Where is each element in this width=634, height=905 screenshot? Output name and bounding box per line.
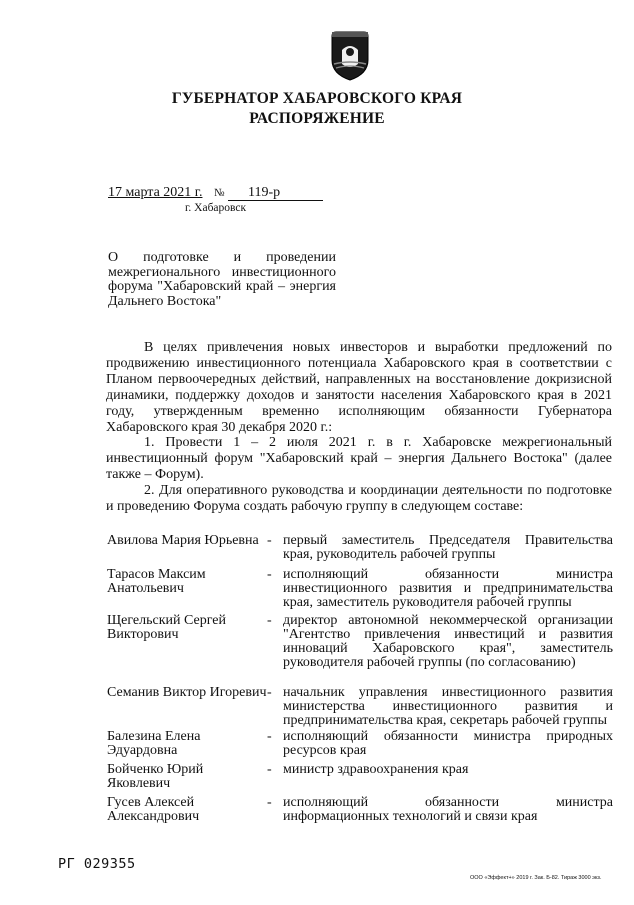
member-dash: - [267, 729, 272, 744]
member-name: Семанив Виктор Игоревич [107, 685, 267, 700]
intro-paragraph: В целях привлечения новых инвесторов и выработки предложений по продвижению инвестиционного потенциала Хабаровского края в соответствии с Планом первоочередных действий, направленных на восстановление докризисной динамики, поддержку доходов и занятости населения Хабаровского края в 2021 году, утвержденным временно исполняющим обязанности Губернатора Хабаровского края 30 декабря 2020 г.: [106, 340, 612, 435]
member-role: министр здравоохранения края [283, 762, 469, 777]
number-label: № [213, 187, 225, 199]
member-role: первый заместитель Председателя Правительства края, руководитель рабочей группы [283, 533, 613, 562]
document-date: 17 марта 2021 г. [108, 185, 203, 200]
date-number-line [108, 185, 323, 201]
member-dash: - [267, 762, 272, 777]
member-dash: - [267, 567, 272, 582]
printer-imprint: ООО «Эффект+» 2019 г. Зак. Б-82. Тираж 3000 экз. [470, 875, 602, 881]
form-serial-number: РГ 029355 [58, 856, 136, 872]
member-dash: - [267, 533, 272, 548]
member-dash: - [267, 795, 272, 810]
member-name: Бойченко Юрий Яковлевич [107, 762, 204, 791]
coat-of-arms-icon [328, 30, 372, 82]
member-role: директор автономной некоммерческой организации "Агентство привлечения инвестиций и развития инноваций Хабаровского края", заместитель руководителя рабочей группы (по согласованию) [283, 613, 613, 670]
document-body [106, 340, 612, 515]
member-name: Авилова Мария Юрьевна [107, 533, 259, 548]
member-row [107, 568, 613, 614]
document-city: г. Хабаровск [185, 202, 247, 214]
member-dash: - [267, 685, 272, 700]
document-type: РАСПОРЯЖЕНИЕ [249, 110, 385, 127]
member-role: исполняющий обязанности министра информационных технологий и связи края [283, 795, 613, 824]
item-1-paragraph: 1. Провести 1 – 2 июля 2021 г. в г. Хабаровске межрегиональный инвестиционный форум "Хабаровский край – энергия Дальнего Востока" (далее также – Форум). [106, 435, 612, 483]
member-name: Балезина Елена Эдуардовна [107, 729, 201, 758]
member-row [107, 614, 613, 686]
member-role: исполняющий обязанности министра инвестиционного развития и предпринимательства края, заместитель руководителя рабочей группы [283, 567, 613, 610]
member-name: Тарасов Максим Анатольевич [107, 567, 206, 596]
member-row [107, 686, 613, 730]
document-number: 119-р [228, 186, 323, 201]
member-row [107, 763, 613, 796]
member-role: исполняющий обязанности министра природных ресурсов края [283, 729, 613, 758]
member-role: начальник управления инвестиционного развития министерства инвестиционного развития и предпринимательства края, секретарь рабочей группы [283, 685, 613, 728]
member-row [107, 730, 613, 763]
member-name: Щегельский Сергей Викторович [107, 613, 226, 642]
document-subject: О подготовке и проведении межрегионального инвестиционного форума "Хабаровский край – энергия Дальнего Востока" [108, 250, 336, 309]
member-row [107, 796, 613, 828]
member-name: Гусев Алексей Александрович [107, 795, 200, 824]
working-group-list [107, 534, 613, 828]
member-dash: - [267, 613, 272, 628]
item-2-paragraph: 2. Для оперативного руководства и координации деятельности по подготовке и проведению Форума создать рабочую группу в следующем составе: [106, 483, 612, 515]
member-row [107, 534, 613, 568]
document-issuer: ГУБЕРНАТОР ХАБАРОВСКОГО КРАЯ [171, 90, 463, 107]
